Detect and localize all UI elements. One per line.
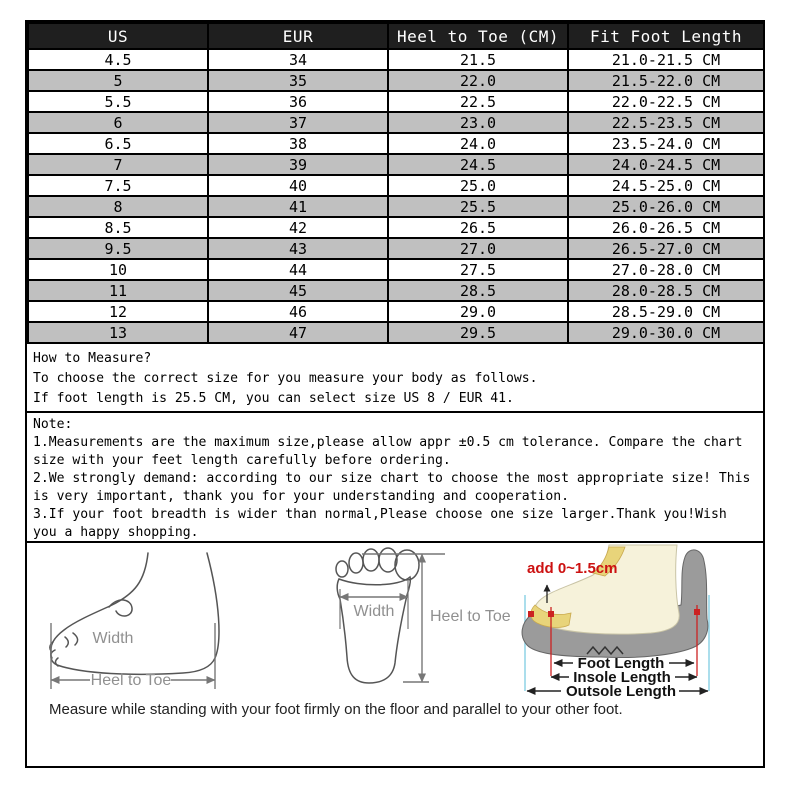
table-cell: 40 (208, 175, 388, 196)
table-row (28, 217, 764, 238)
table-cell: 22.5-23.5 CM (568, 112, 764, 133)
note-title: Note: (33, 417, 73, 432)
measure-line-2: To choose the correct size for you measure your body as follows. (33, 371, 538, 386)
foot-length-label: Foot Length (577, 655, 665, 672)
add-tolerance-label: add 0~1.5cm (527, 560, 618, 577)
table-cell: 8.5 (28, 217, 208, 238)
column-header-fit-foot-length: Fit Foot Length (568, 23, 764, 49)
insole-length-label: Insole Length (573, 669, 671, 686)
diagram-section (27, 541, 763, 766)
side-heel-to-toe-label: Heel to Toe (90, 672, 172, 689)
table-cell: 7.5 (28, 175, 208, 196)
table-cell: 21.5-22.0 CM (568, 70, 764, 91)
top-foot-outline (337, 577, 410, 683)
table-cell: 5 (28, 70, 208, 91)
table-cell: 38 (208, 133, 388, 154)
table-cell: 22.5 (388, 91, 568, 112)
measure-line-1: How to Measure? (33, 351, 152, 366)
table-cell: 25.5 (388, 196, 568, 217)
top-heel-to-toe-label: Heel to Toe (430, 608, 511, 625)
outsole-length-label: Outsole Length (566, 683, 676, 700)
table-cell: 10 (28, 259, 208, 280)
top-foot-diagram (315, 545, 515, 695)
table-cell: 4.5 (28, 49, 208, 70)
table-cell: 26.5 (388, 217, 568, 238)
heel-marker (694, 609, 700, 615)
measure-line-3: If foot length is 25.5 CM, you can select size US 8 / EUR 41. (33, 391, 514, 406)
side-foot-toe-detail (50, 633, 78, 666)
table-cell: 28.0-28.5 CM (568, 280, 764, 301)
table-row (28, 259, 764, 280)
table-row (28, 196, 764, 217)
how-to-measure-section (27, 344, 763, 411)
table-cell: 29.0 (388, 301, 568, 322)
table-cell: 41 (208, 196, 388, 217)
column-header-heel-to-toe: Heel to Toe (CM) (388, 23, 568, 49)
table-cell: 34 (208, 49, 388, 70)
table-cell: 7 (28, 154, 208, 175)
table-cell: 43 (208, 238, 388, 259)
table-cell: 6.5 (28, 133, 208, 154)
table-cell: 25.0 (388, 175, 568, 196)
table-row (28, 154, 764, 175)
toe-4 (379, 548, 397, 572)
toe-2 (349, 553, 363, 573)
toe-3 (363, 549, 379, 571)
note-item-2: 2.We strongly demand: according to our size chart to choose the most appropriate size! This is very important, thank you for your understanding and cooperation. (33, 471, 751, 504)
table-cell: 44 (208, 259, 388, 280)
table-cell: 27.0-28.0 CM (568, 259, 764, 280)
table-cell: 13 (28, 322, 208, 343)
table-row (28, 70, 764, 91)
table-cell: 11 (28, 280, 208, 301)
table-cell: 42 (208, 217, 388, 238)
header-row (28, 23, 764, 49)
top-width-label: Width (353, 603, 395, 620)
table-row (28, 301, 764, 322)
table-row (28, 238, 764, 259)
table-cell: 22.0 (388, 70, 568, 91)
table-cell: 21.5 (388, 49, 568, 70)
table-cell: 45 (208, 280, 388, 301)
table-cell: 28.5-29.0 CM (568, 301, 764, 322)
table-row (28, 112, 764, 133)
table-cell: 27.5 (388, 259, 568, 280)
toe-marker-2 (548, 611, 554, 617)
table-row (28, 49, 764, 70)
side-width-label: Width (92, 630, 134, 647)
table-cell: 23.0 (388, 112, 568, 133)
table-cell: 21.0-21.5 CM (568, 49, 764, 70)
note-item-3: 3.If your foot breadth is wider than normal,Please choose one size larger.Thank you!Wish you a happy shopping. (33, 507, 727, 540)
table-cell: 29.0-30.0 CM (568, 322, 764, 343)
table-cell: 24.0-24.5 CM (568, 154, 764, 175)
table-cell: 24.0 (388, 133, 568, 154)
side-foot-diagram (43, 547, 278, 695)
column-header-eur: EUR (208, 23, 388, 49)
table-cell: 26.5-27.0 CM (568, 238, 764, 259)
table-cell: 35 (208, 70, 388, 91)
measure-caption: Measure while standing with your foot firmly on the floor and parallel to your other foot. (49, 701, 623, 718)
side-foot-instep-curl (109, 600, 132, 616)
side-foot-outline (51, 553, 219, 674)
table-cell: 23.5-24.0 CM (568, 133, 764, 154)
size-chart-frame (25, 20, 765, 768)
note-item-1: 1.Measurements are the maximum size,please allow appr ±0.5 cm tolerance. Compare the chart size with your feet length carefully before ordering. (33, 435, 743, 468)
table-cell: 47 (208, 322, 388, 343)
toe-marker (528, 611, 534, 617)
size-table-body (28, 49, 764, 343)
table-cell: 27.0 (388, 238, 568, 259)
table-row (28, 322, 764, 343)
table-cell: 39 (208, 154, 388, 175)
table-cell: 28.5 (388, 280, 568, 301)
table-cell: 12 (28, 301, 208, 322)
table-cell: 9.5 (28, 238, 208, 259)
table-row (28, 280, 764, 301)
table-cell: 36 (208, 91, 388, 112)
table-cell: 29.5 (388, 322, 568, 343)
table-cell: 5.5 (28, 91, 208, 112)
table-cell: 24.5-25.0 CM (568, 175, 764, 196)
table-cell: 22.0-22.5 CM (568, 91, 764, 112)
column-header-us: US (28, 23, 208, 49)
size-chart-table (27, 22, 765, 344)
table-cell: 26.0-26.5 CM (568, 217, 764, 238)
shoe-sole-diagram (511, 543, 761, 703)
table-cell: 25.0-26.0 CM (568, 196, 764, 217)
table-row (28, 133, 764, 154)
table-cell: 37 (208, 112, 388, 133)
toe-small (336, 561, 348, 577)
table-cell: 24.5 (388, 154, 568, 175)
table-cell: 6 (28, 112, 208, 133)
table-cell: 8 (28, 196, 208, 217)
table-row (28, 175, 764, 196)
note-section (27, 411, 763, 541)
table-cell: 46 (208, 301, 388, 322)
table-row (28, 91, 764, 112)
